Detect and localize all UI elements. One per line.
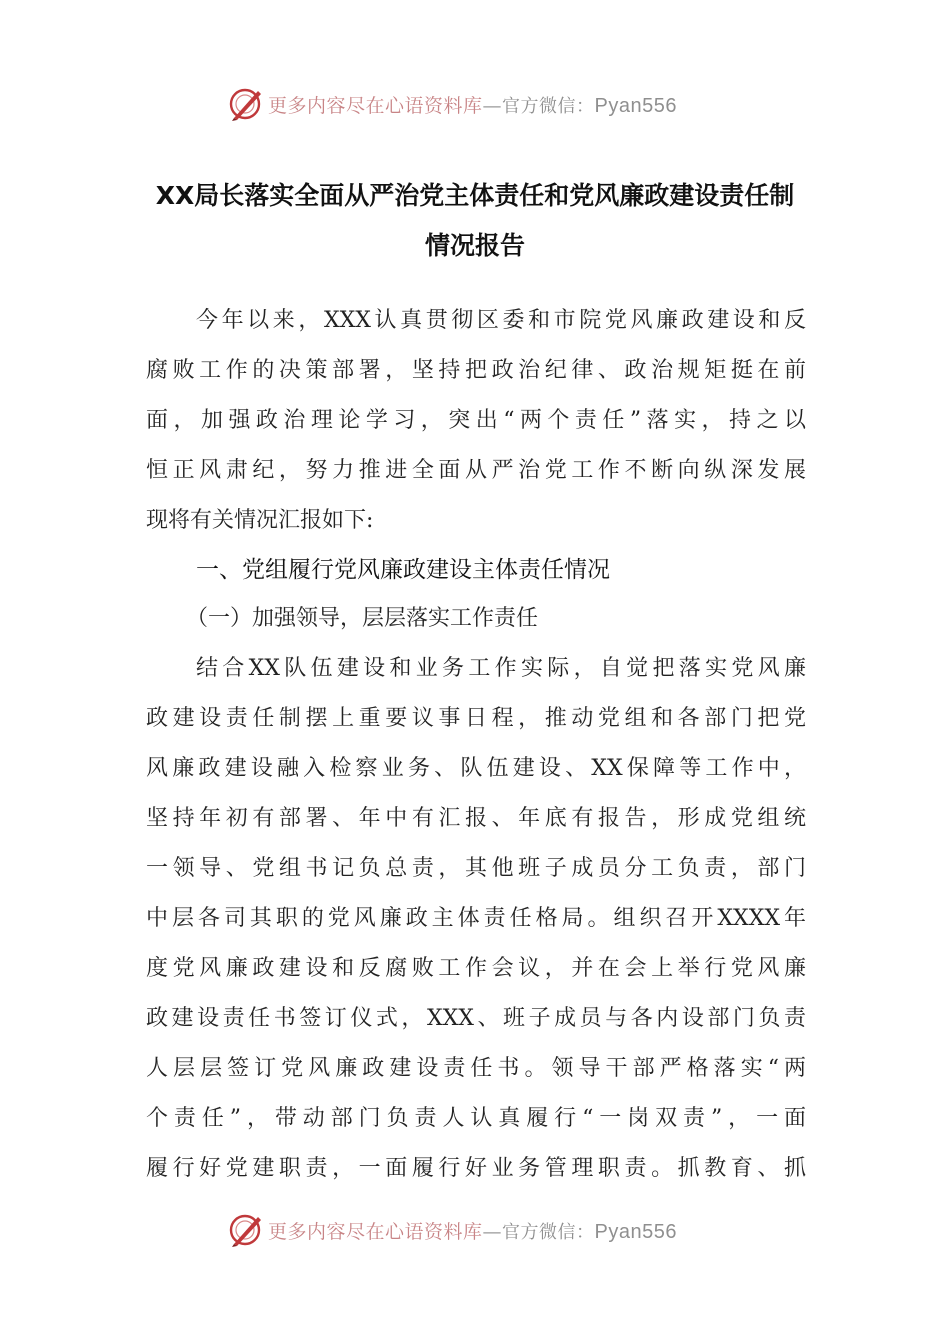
subsection-heading: （一）加强领导，层层落实工作责任 <box>186 606 539 631</box>
document-title-line-2: 情况报告 <box>424 231 525 260</box>
section-heading: 一、党组履行党风廉政建设主体责任情况 <box>196 557 610 583</box>
pen-logo-icon <box>228 86 264 122</box>
watermark-wechat-label: 官方微信： <box>502 95 595 117</box>
intro-line: 面，加强政治理论学习，突出“两个责任”落实，持之以 <box>146 408 806 433</box>
body-line: 政建设责任书签订仪式，XXX、班子成员与各内设部门负责 <box>146 1006 806 1031</box>
watermark-footer <box>228 1212 677 1248</box>
body-line: 履行好党建职责，一面履行好业务管理职责。抓教育、抓 <box>146 1156 806 1181</box>
watermark-header <box>228 86 677 122</box>
body-line: 结合XX队伍建设和业务工作实际，自觉把落实党风廉 <box>196 656 806 681</box>
watermark-main: 更多内容尽在心语资料库 <box>268 94 483 117</box>
watermark-text <box>268 91 677 118</box>
body-line: 人层层签订党风廉政建设责任书。领导干部严格落实“两 <box>146 1056 806 1081</box>
intro-line: 现将有关情况汇报如下: <box>146 508 374 533</box>
document-title-line-1: XX局长落实全面从严治党主体责任和党风廉政建设责任制 <box>155 181 795 210</box>
body-line: 个责任”，带动部门负责人认真履行“一岗双责”，一面 <box>146 1106 806 1131</box>
watermark-dash: — <box>482 94 503 117</box>
watermark-main: 更多内容尽在心语资料库 <box>268 1220 483 1243</box>
watermark-wechat-label: 官方微信： <box>502 1221 595 1243</box>
watermark-wechat-id: Pyan556 <box>594 94 677 117</box>
watermark-text <box>268 1217 677 1244</box>
watermark-wechat-id: Pyan556 <box>594 1220 677 1243</box>
pen-logo-icon <box>228 1212 264 1248</box>
watermark-dash: — <box>482 1220 503 1243</box>
intro-line: 腐败工作的决策部署，坚持把政治纪律、政治规矩挺在前 <box>146 358 806 383</box>
intro-line: 今年以来，XXX认真贯彻区委和市院党风廉政建设和反 <box>196 308 806 333</box>
body-line: 度党风廉政建设和反腐败工作会议，并在会上举行党风廉 <box>146 956 806 981</box>
body-line: 一领导、党组书记负总责，其他班子成员分工负责，部门 <box>146 856 806 881</box>
body-line: 风廉政建设融入检察业务、队伍建设、XX保障等工作中， <box>146 756 806 781</box>
body-line: 政建设责任制摆上重要议事日程，推动党组和各部门把党 <box>146 706 806 731</box>
body-line: 坚持年初有部署、年中有汇报、年底有报告，形成党组统 <box>146 806 806 831</box>
intro-line: 恒正风肃纪，努力推进全面从严治党工作不断向纵深发展 <box>146 458 806 483</box>
body-line: 中层各司其职的党风廉政主体责任格局。组织召开XXXX年 <box>146 906 806 931</box>
